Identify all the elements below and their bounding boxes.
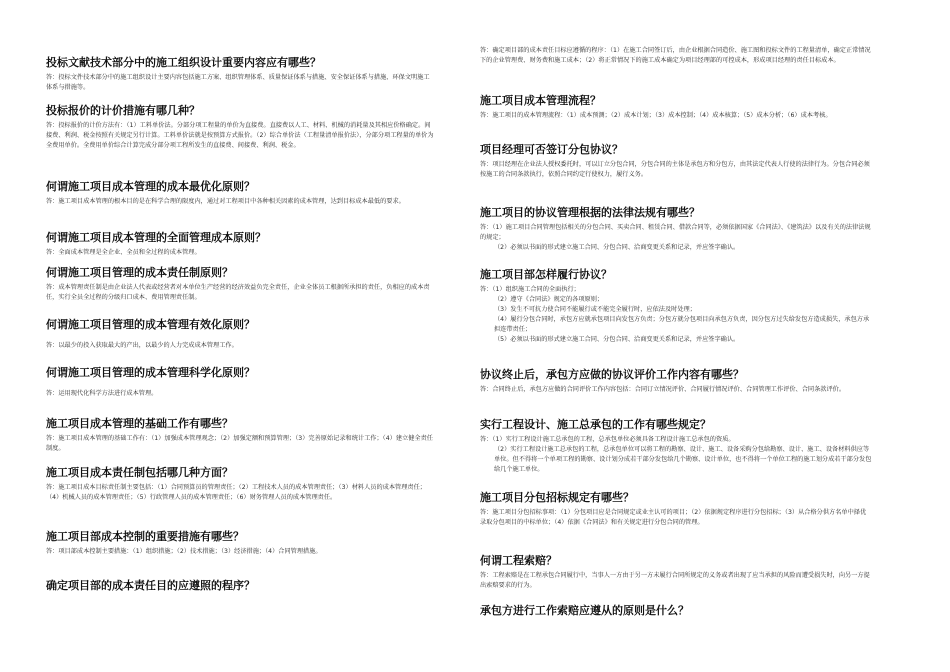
answer-text xyxy=(480,46,872,66)
answer-paragraph: （2）必须以书面的形式建立施工合同、分包合同、洽商变更关系和记录，并应签字确认。 xyxy=(494,244,740,251)
question-heading: 投标报价的计价措施有哪几种？ xyxy=(46,104,200,117)
question-heading: 何谓施工项目管理的成本责任制原则？ xyxy=(46,266,233,279)
qa-item xyxy=(480,46,872,66)
answer-paragraph: 答：施工项目的成本管理流程：（1）成本预测；（2）成本计划；（3）成本控制；（4）成本核算；（5）成本分析；（6）成本考核。 xyxy=(480,112,832,119)
question-heading: 施工项目的协议管理根据的法律法规有哪些？ xyxy=(480,206,700,219)
answer-paragraph: 答：施工项目成本目标责任制主要包括：（1）合同预算员的管理责任；（2）工程技术人员的成本管理责任；（3）材料人员的成本管理责任；（4）机械人员的成本管理责任；（5）行政管理人员的成本管理责任；（6）财务管理人员的成本管理责任。 xyxy=(46,484,426,501)
answer-text xyxy=(480,571,872,591)
answer-text xyxy=(46,434,434,454)
question-heading: 何谓施工项目管理的成本管理有效化原则？ xyxy=(46,318,255,331)
qa-item xyxy=(46,466,434,503)
answer-paragraph: （2）遵守《合同法》规定的各项原则； xyxy=(494,296,604,303)
qa-item xyxy=(46,579,434,593)
answer-text xyxy=(480,160,872,180)
answer-text xyxy=(46,197,434,207)
question-heading: 何谓施工项目管理的成本管理科学化原则？ xyxy=(46,366,255,379)
answer-paragraph: 答：施工项目分包招标事项：（1）分包项目应是合同规定或业主认可的项目；（2）依据规定程序进行分包招标；（3）从合格分供方名单中择优录取分包项目的中标单位；（4）依据《合同法》和有关规定进行分包合同的管理。 xyxy=(480,509,867,526)
answer-paragraph: 答：工程索赔是在工程承包合同履行中，当事人一方由于另一方未履行合同所规定的义务或者出现了应当承担的风险而遭受损失时，向另一方提出索赔要求的行为。 xyxy=(480,572,870,589)
answer-paragraph: （5）必须以书面的形式建立施工合同、分包合同、洽商变更关系和记录，并应签字确认。 xyxy=(494,336,740,343)
qa-item xyxy=(46,104,434,151)
answer-text xyxy=(480,508,872,528)
answer-text xyxy=(480,111,872,121)
question-heading: 何谓施工项目成本管理的全面管理成本原则？ xyxy=(46,231,266,244)
qa-item xyxy=(46,366,434,399)
answer-paragraph: 答：投标报价的计价方法有：（1）工料单价法。分部分项工程量的单价为直接费。直接费以人工、材料、机械的消耗量及其相应价格确定。间接费、利润、税金按照有关规定另行计算。工料单价法就是按预算方式报价。（2）综合单价法（工程量清单报价法），分部分项工程量的单价为全费用单价。全费用单价综合计算完成分部分项工程所发生的直接费、间接费、利润、税金。 xyxy=(46,122,434,149)
qa-item xyxy=(480,143,872,180)
answer-paragraph: 答：运用现代化科学方法进行成本管理。 xyxy=(46,390,158,397)
qa-item xyxy=(46,56,434,93)
answer-text xyxy=(46,283,434,303)
question-heading: 何谓工程索赔？ xyxy=(480,554,557,567)
answer-paragraph: 答：项目部成本控制主要措施：（1）组织措施；（2）技术措施；（3）经济措施；（4）合同管理措施。 xyxy=(46,548,322,555)
answer-paragraph: 答：（1）实行工程设计施工总承包的工程，总承包单位必须具备工程设计施工总承包的资质。 xyxy=(480,436,735,443)
answer-text xyxy=(480,385,872,395)
answer-text xyxy=(46,341,434,351)
question-heading: 项目经理可否签订分包协议？ xyxy=(480,143,623,156)
qa-item xyxy=(480,206,872,253)
question-heading: 施工项目成本责任制包括哪几种方面？ xyxy=(46,466,233,479)
question-heading: 投标文献技术部分中的施工组织设计重要内容应有哪些？ xyxy=(46,56,321,69)
answer-paragraph: 答：（1）施工项目合同管理包括相关的分包合同、买卖合同、租赁合同、借款合同等，必须依据国家《合同法》、《建筑法》以及有关的法律法规的规定； xyxy=(480,224,871,241)
question-heading: 何谓施工项目成本管理的成本最优化原则？ xyxy=(46,180,255,193)
answer-paragraph: 答：施工项目成本管理的根本目的是在科学合理的限度内，通过对工程项目中各种相关因素的成本管理，达到目标成本最低的要求。 xyxy=(46,198,405,205)
qa-item xyxy=(480,268,872,345)
answer-text xyxy=(46,547,434,557)
answer-paragraph: 答：确定项目部的成本责任目标应遵循的程序：（1）在施工合同签订后，由企业根据合同造价、施工图和投标文件的工程量清单，确定正常情况下的企业管理费、财务费和施工成本；（2）将正常情况下的施工成本确定为项目经理部的可控成本，形成项目经理的责任目标成本。 xyxy=(480,47,871,64)
qa-item xyxy=(480,554,872,591)
question-heading: 承包方进行工作索赔应遵从的原则是什么？ xyxy=(480,604,689,617)
qa-item xyxy=(46,266,434,303)
answer-paragraph: （2）实行工程设计施工总承包的工程，总承包单位可以将工程的勘察、设计、施工、设备采购分包给勘察、设计、施工、设备材料供应等单位。但不得将一个单项工程的勘察、设计划分成若干部分发包给几个勘察、设计单位，也不得将一个单位工程的施工划分成若干部分发包给几个施工单位。 xyxy=(494,446,872,473)
answer-text xyxy=(480,223,872,253)
question-heading: 实行工程设计、施工总承包的工作有哪些规定？ xyxy=(480,418,711,431)
answer-text xyxy=(480,435,872,475)
answer-paragraph: （3）发生不可抗力使合同不能履行或不能完全履行时，应依法及时处理； xyxy=(494,306,696,313)
question-heading: 施工项目部成本控制的重要措施有哪些？ xyxy=(46,530,244,543)
qa-item xyxy=(46,530,434,557)
qa-item xyxy=(480,604,872,618)
answer-paragraph: 答：成本管理责任制是由企业法人代表或经营者对本单位生产经营的经济效益负完全责任，企业全体员工根据所承担的责任，负相应的成本责任，实行全员全过程的分级归口成本、费用管理责任制。 xyxy=(46,284,430,301)
answer-paragraph: 答：施工项目成本管理的基础工作有：（1）加强成本管理观念；（2）加强定额和预算管理；（3）完善原始记录和统计工作；（4）建立健全责任制度。 xyxy=(46,435,433,452)
answer-paragraph: 答：合同终止后，承包方应做的合同评价工作内容包括：合同订立情况评价、合同履行情况评价、合同管理工作评价、合同条款评价。 xyxy=(480,386,846,393)
answer-text xyxy=(480,285,872,345)
answer-text xyxy=(46,483,434,503)
answer-paragraph: 答：以最少的投入获取最大的产出，以最少的人力完成成本管理工作。 xyxy=(46,342,238,349)
answer-paragraph: 答：项目经理在企业法人授权委托时，可以订立分包合同，分包合同的主体是承包方和分包方，由其法定代表人行使的法律行为。分包合同必须按施工的合同条款执行，依照合同约定行使权力，履行义务。 xyxy=(480,161,870,178)
answer-paragraph: 答：投标文件技术部分中的施工组织设计主要内容包括施工方案、组织管理体系、质量保证体系与措施、安全保证体系与措施、环保文明施工体系与措施等。 xyxy=(46,74,430,91)
qa-item xyxy=(480,94,872,121)
qa-item xyxy=(46,231,434,258)
answer-text xyxy=(46,121,434,151)
question-heading: 协议终止后，承包方应做的协议评价工作内容有哪些？ xyxy=(480,368,744,381)
qa-item xyxy=(480,491,872,528)
question-heading: 施工项目分包招标规定有哪些？ xyxy=(480,491,634,504)
qa-item xyxy=(480,368,872,395)
answer-text xyxy=(46,248,434,258)
question-heading: 施工项目成本管理的基础工作有哪些？ xyxy=(46,417,233,430)
qa-item xyxy=(46,417,434,454)
answer-text xyxy=(46,73,434,93)
answer-paragraph: 答：全面成本管理是全企业、全员和全过程的成本管理。 xyxy=(46,249,201,256)
answer-paragraph: （4）履行分包合同时，承包方应就承包项目向发包方负责；分包方就分包项目向承包方负责，因分包方过失给发包方造成损失，承包方承担连带责任； xyxy=(494,316,870,333)
qa-item xyxy=(46,180,434,207)
question-heading: 施工项目成本管理流程？ xyxy=(480,94,601,107)
question-heading: 施工项目部怎样履行协议？ xyxy=(480,268,612,281)
question-heading: 确定项目部的成本责任目的应遵照的程序？ xyxy=(46,579,255,592)
qa-item xyxy=(46,318,434,351)
qa-item xyxy=(480,418,872,475)
answer-paragraph: 答：（1）组织施工合同的全面执行； xyxy=(480,286,580,293)
answer-text xyxy=(46,389,434,399)
